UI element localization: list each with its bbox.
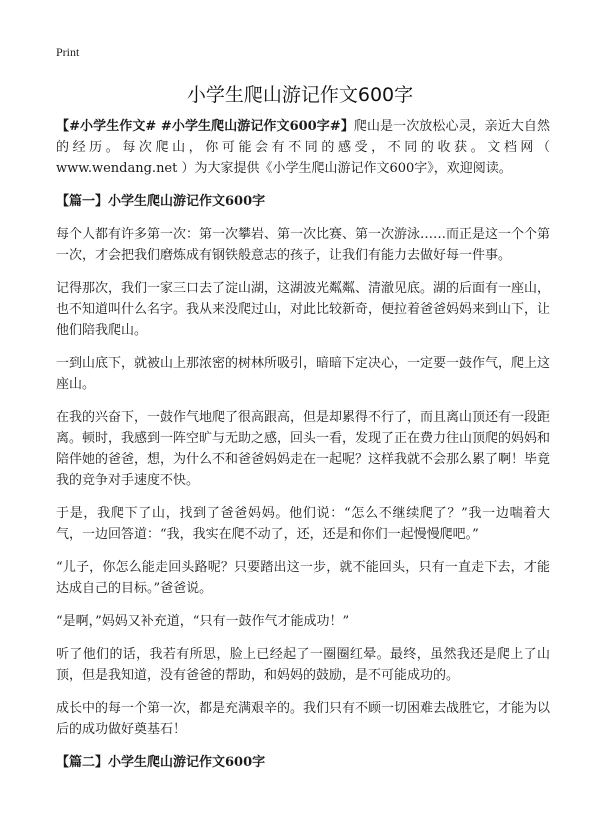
paragraph: 于是，我爬下了山，找到了爸爸妈妈。他们说：“怎么不继续爬了？”我一边喘着大气，一边回答道：“我，我实在爬不动了，还，还是和你们一起慢慢爬吧。” xyxy=(56,506,550,542)
intro-text: 爬山是一次放松心灵，亲近大自然的经历。每次爬山，你可能会有不同的感受，不同的收获。文档网（ www.wendang.net ）为大家提供《小学生爬山游记作文600字》，欢迎阅读。 xyxy=(56,119,550,176)
paragraph: 每个人都有许多第一次：第一次攀岩、第一次比赛、第一次游泳……而正是这一个个第一次，才会把我们磨炼成有钢铁般意志的孩子，让我们有能力去做好每一件事。 xyxy=(56,227,551,263)
paragraph: 在我的兴奋下，一鼓作气地爬了很高跟高，但是却累得不行了，而且离山顶还有一段距离。顿时，我感到一阵空旷与无助之感，回头一看，发现了正在费力往山顶爬的妈妈和陪伴她的爸爸，想，为什么不和爸爸妈妈走在一起呢？这样我就不会那么累了啊！毕竟我的竞争对手速度不快。 xyxy=(56,410,551,488)
intro-tag: 【#小学生作文# #小学生爬山游记作文600字#】 xyxy=(56,119,354,134)
paragraph: 听了他们的话，我若有所思，脸上已经起了一圈圈红晕。最终，虽然我还是爬上了山顶，但是我知道，没有爸爸的帮助，和妈妈的鼓励，是不可能成功的。 xyxy=(56,647,550,683)
paragraph: “是啊，”妈妈又补充道，“只有一鼓作气才能成功！” xyxy=(56,614,350,629)
print-label: Print xyxy=(56,45,80,59)
paragraph: 成长中的每一个第一次，都是充满艰辛的。我们只有不顾一切困难去战胜它，才能为以后的成功做好奠基石！ xyxy=(56,701,551,737)
paragraph: 记得那次，我们一家三口去了淀山湖，这湖波光粼粼、清澈见底。湖的后面有一座山，也不知道叫什么名字。我从来没爬过山，对此比较新奇，便拉着爸爸妈妈来到山下，让他们陪我爬山。 xyxy=(56,281,551,338)
paragraph: 一到山底下，就被山上那浓密的树林所吸引，暗暗下定决心，一定要一鼓作气，爬上这座山。 xyxy=(56,356,551,392)
article-body xyxy=(56,116,550,785)
section-heading-1: 【篇一】小学生爬山游记作文600字 xyxy=(56,194,266,209)
page-title: 小学生爬山游记作文600字 xyxy=(186,84,414,106)
paragraph: “儿子，你怎么能走回头路呢？只要踏出这一步，就不能回头，只有一直走下去，才能达成自己的目标。”爸爸说。 xyxy=(56,560,550,596)
intro-paragraph xyxy=(56,116,550,179)
section-heading-2: 【篇二】小学生爬山游记作文600字 xyxy=(56,755,266,770)
